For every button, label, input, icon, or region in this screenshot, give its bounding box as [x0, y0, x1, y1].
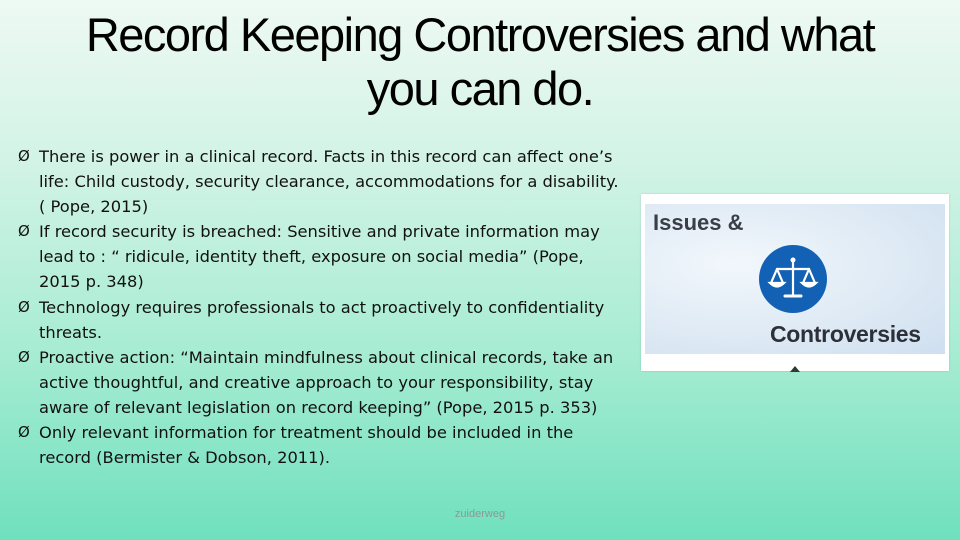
footer-text: zuiderweg: [454, 508, 506, 520]
arrow-bullet-icon: Ø: [18, 297, 30, 316]
bullet-item: [18, 219, 628, 294]
image-text-issues: Issues &: [653, 210, 744, 235]
bullet-item: [18, 345, 628, 420]
bullet-text: If record security is breached: Sensitive and private information may lead to : “ ridicule, identity theft, exposure on social media” (Pope, 2015 p. 348): [39, 222, 600, 292]
slide-title-line-1: Record Keeping Controversies and what: [85, 8, 875, 61]
arrow-bullet-icon: Ø: [18, 423, 30, 442]
scales-of-justice-icon: [759, 245, 827, 313]
image-text-controversies: Controversies: [770, 321, 921, 347]
bullet-item: [18, 420, 628, 470]
pointer-mark-icon: [790, 366, 800, 372]
bullet-item: [18, 295, 628, 345]
bullet-text: Proactive action: “Maintain mindfulness about clinical records, take an active thoughtful, and creative approach to your responsibility, stay aware of relevant legislation on record keeping” (Pope, 2015 p. 353): [39, 347, 614, 417]
bullet-text: Technology requires professionals to act proactively to confidentiality threats.: [39, 297, 605, 342]
bullet-text: Only relevant information for treatment should be included in the record (Bermister & Dobson, 2011).: [39, 423, 574, 468]
arrow-bullet-icon: Ø: [18, 222, 30, 241]
bullet-item: [18, 144, 628, 219]
slide-title: [0, 8, 960, 116]
arrow-bullet-icon: Ø: [18, 347, 30, 366]
slide-title-line-2: you can do.: [366, 62, 594, 115]
arrow-bullet-icon: Ø: [18, 147, 30, 165]
issues-controversies-image: [641, 194, 949, 371]
bullet-list: [18, 144, 628, 470]
bullet-text: There is power in a clinical record. Facts in this record can affect one’s life: Child custody, security clearance, accommodations for a disability. ( Pope, 2015): [39, 147, 619, 217]
image-background: [645, 204, 945, 354]
